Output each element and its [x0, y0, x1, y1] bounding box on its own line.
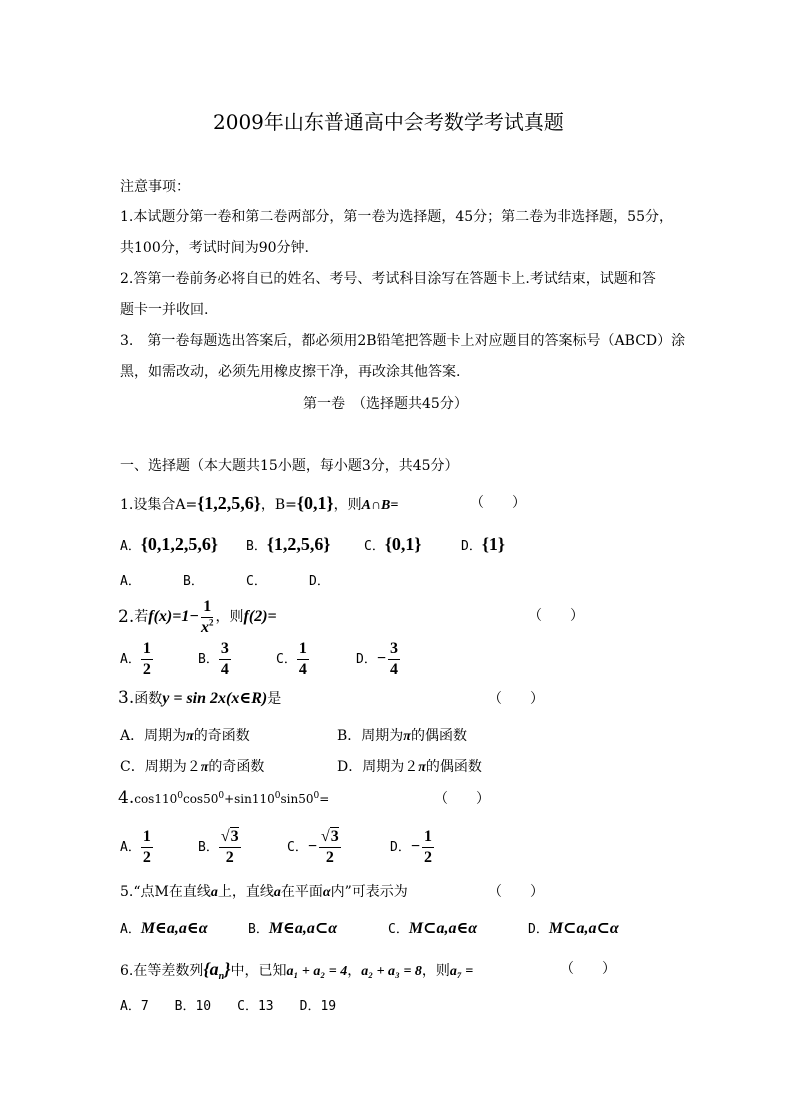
q4-d-sign: −	[410, 838, 420, 855]
q4-option-c	[287, 828, 341, 866]
q1-blank-label-d: D．	[309, 574, 330, 589]
q2-d-den: 4	[389, 660, 398, 678]
q5-c-label: C．	[388, 922, 409, 937]
q2-option-d	[356, 641, 400, 677]
q5-line-a-2: a	[273, 885, 281, 900]
q4-a-num: 1	[141, 829, 153, 848]
q6-seq-close: }	[224, 959, 231, 979]
q3-stem-b: 是	[267, 691, 282, 707]
q2-b-den: 4	[220, 660, 229, 678]
q6-eq-3: a₇ =	[449, 964, 474, 979]
q2-d-label: D．	[356, 651, 377, 667]
q4-part-1: cos110	[134, 792, 178, 806]
q4-part-5: =	[319, 792, 330, 806]
q5-stem-c: 在平面	[280, 884, 323, 900]
q3-d-text: D．周期为２	[337, 759, 419, 775]
q4-d-label: D．	[390, 839, 411, 855]
q4-part-2: cos50	[182, 792, 219, 806]
q4-sup-4: 0	[313, 791, 320, 801]
q6-comma: ，	[347, 963, 362, 979]
q1-set-b: {0,1}	[296, 493, 334, 513]
q4-b-label: B．	[198, 839, 219, 855]
question-6-stem	[120, 960, 473, 982]
q3-b-pi: π	[403, 729, 411, 744]
q4-b-num: 3	[230, 827, 239, 845]
notes-heading: 注意事项：	[120, 179, 190, 195]
q5-d-value: M⊂a,a⊂α	[548, 920, 619, 937]
note-1-line-2: 共100分，考试时间为90分钟.	[120, 240, 309, 256]
q1-option-d	[461, 535, 505, 553]
q3-option-a	[120, 729, 250, 744]
q2-d-num: 3	[388, 641, 400, 660]
q2-frac-num: 1	[201, 599, 213, 618]
q5-alpha: α	[322, 885, 331, 900]
q1-b-value: {1,2,5,6}	[266, 534, 331, 554]
q5-option-d	[528, 921, 619, 937]
q3-option-d	[337, 760, 482, 775]
q2-c-label: C．	[276, 651, 297, 667]
q3-option-b	[337, 729, 467, 744]
q2-number: 2.	[118, 606, 135, 627]
q4-sup-2: 0	[218, 791, 225, 801]
q3-number: 3.	[118, 688, 135, 708]
question-5-stem	[120, 885, 408, 900]
q4-c-den: 2	[325, 848, 334, 866]
q6-stem-b: 中，已知	[230, 963, 287, 979]
q6-stem-a: 6.在等差数列	[120, 963, 204, 979]
q2-a-label: A．	[120, 651, 141, 667]
part-title: 第一卷 （选择题共45分）	[303, 396, 468, 412]
q2-option-c	[276, 641, 309, 677]
q6-seq-sub: n	[218, 970, 225, 982]
q4-answer-paren: （ ）	[434, 791, 490, 807]
q5-b-value: M∈a,a⊂α	[268, 920, 338, 937]
q2-frac-den: x	[201, 618, 210, 636]
q4-a-label: A．	[120, 839, 141, 855]
q5-stem-a: 5.“点M在直线	[120, 884, 211, 900]
q3-a-pi: π	[186, 729, 194, 744]
q2-option-b	[198, 641, 231, 677]
q1-d-value: {1}	[481, 534, 506, 554]
q6-answer-paren: （ ）	[560, 961, 616, 977]
q4-b-den: 2	[225, 848, 234, 866]
q2-b-label: B．	[198, 651, 219, 667]
q5-answer-paren: （ ）	[488, 884, 544, 900]
q6-stem-c: ，则	[421, 963, 450, 979]
q5-a-value: M∈a,a∈α	[140, 920, 208, 937]
q3-a-text: A．周期为	[120, 728, 187, 744]
note-3-line-1: 3. 第一卷每题选出答案后，都必须用2B铅笔把答题卡上对应题目的答案标号（ABCD）涂	[120, 333, 686, 349]
q3-b-tail: 的偶函数	[410, 728, 467, 744]
q4-a-den: 2	[142, 848, 151, 866]
q4-part-4: sin50	[280, 792, 314, 806]
q3-c-pi: π	[200, 760, 209, 775]
q2-answer-paren: （ ）	[528, 608, 584, 624]
note-2-line-2: 题卡一并收回.	[120, 302, 209, 318]
q1-set-a: {1,2,5,6}	[197, 493, 261, 513]
q5-b-label: B．	[248, 922, 269, 937]
q6-eq-1: a₁ + a₂ = 4	[286, 964, 348, 979]
q5-option-c	[388, 921, 477, 937]
question-4-stem	[118, 790, 329, 807]
question-3-stem	[118, 690, 281, 707]
q2-c-den: 4	[298, 660, 307, 678]
q4-c-sign: −	[307, 838, 317, 855]
q1-d-label: D．	[461, 539, 482, 554]
q6-options: A．7 B．10 C．13 D．19	[120, 999, 337, 1014]
q1-option-a	[120, 535, 218, 553]
q5-a-label: A．	[120, 922, 141, 937]
q5-option-a	[120, 921, 208, 937]
q1-stem-a: 1.设集合A=	[120, 497, 198, 513]
q5-c-value: M⊂a,a∈α	[408, 920, 478, 937]
q3-d-tail: 的偶函数	[425, 759, 482, 775]
question-2-stem	[118, 597, 277, 636]
q1-option-c	[364, 535, 422, 553]
q3-stem-a: 函数	[134, 691, 163, 707]
q4-number: 4.	[118, 788, 135, 808]
q5-stem-d: 内”可表示为	[330, 884, 408, 900]
q3-option-c	[120, 760, 264, 775]
q2-stem-b: ，则	[215, 609, 244, 625]
section-title: 一、选择题（本大题共15小题，每小题3分，共45分）	[120, 458, 459, 474]
page-title: 2009年山东普通高中会考数学考试真题	[213, 110, 564, 134]
q4-d-num: 1	[422, 829, 434, 848]
q1-blank-label-c: C．	[246, 574, 267, 589]
q4-sup-3: 0	[274, 791, 281, 801]
q4-option-b	[198, 828, 241, 866]
q4-c-sqrt: √	[320, 827, 330, 845]
q4-option-a	[120, 828, 153, 866]
question-1-stem	[120, 494, 398, 513]
q2-d-sign: −	[376, 650, 386, 667]
note-1-line-1: 1.本试题分第一卷和第二卷两部分，第一卷为选择题，45分；第二卷为非选择题，55分，	[120, 209, 673, 225]
q1-stem-b: ，B=	[260, 497, 297, 513]
q1-blank-label-a: A．	[120, 574, 141, 589]
q3-b-text: B．周期为	[337, 728, 404, 744]
q2-lhs: f(x)=1−	[148, 608, 200, 625]
q4-c-num: 3	[330, 827, 339, 845]
q1-a-value: {0,1,2,5,6}	[140, 534, 219, 554]
q2-a-num: 1	[141, 641, 153, 660]
q2-a-den: 2	[142, 660, 151, 678]
q6-seq-open: {a	[203, 959, 219, 979]
q4-sup-1: 0	[177, 791, 183, 801]
q3-d-pi: π	[418, 760, 426, 775]
q2-stem-a: 若	[134, 609, 149, 625]
note-3-line-2: 黑，如需改动，必须先用橡皮擦干净，再改涂其他答案.	[120, 364, 461, 380]
q1-stem-c: ，则	[333, 497, 362, 513]
q4-part-3: +sin110	[224, 792, 275, 806]
q4-d-den: 2	[423, 848, 432, 866]
q2-option-a	[120, 641, 153, 677]
q1-blank-label-b: B．	[183, 574, 204, 589]
q3-answer-paren: （ ）	[488, 691, 544, 707]
q3-c-tail: 的奇函数	[208, 759, 265, 775]
q1-option-b	[246, 535, 331, 553]
q4-c-label: C．	[287, 839, 308, 855]
q1-c-value: {0,1}	[384, 534, 422, 554]
q2-den-sup: 2	[209, 617, 214, 628]
q1-a-label: A．	[120, 539, 141, 554]
q5-option-b	[248, 921, 337, 937]
q3-a-tail: 的奇函数	[193, 728, 250, 744]
note-2-line-1: 2.答第一卷前务必将自已的姓名、考号、考试科目涂写在答题卡上.考试结束，试题和答	[120, 271, 656, 287]
q1-b-label: B．	[246, 539, 267, 554]
q2-c-num: 1	[297, 641, 309, 660]
q1-c-label: C．	[364, 539, 385, 554]
q2-fraction	[199, 599, 216, 636]
q1-expr: A∩B=	[361, 498, 399, 513]
q6-eq-2: a₂ + a₃ = 8	[361, 964, 422, 979]
q4-b-sqrt: √	[220, 827, 230, 845]
q4-option-d	[390, 828, 434, 866]
q2-b-num: 3	[219, 641, 231, 660]
q5-stem-b: 上，直线	[217, 884, 274, 900]
q5-d-label: D．	[528, 922, 549, 937]
q3-expr: y = sin 2x(x∈R)	[162, 690, 268, 707]
q1-answer-paren: （ ）	[470, 495, 526, 511]
q5-line-a-1: a	[210, 885, 218, 900]
q2-expr: f(2)=	[243, 608, 277, 625]
q3-c-text: C．周期为２	[120, 759, 201, 775]
